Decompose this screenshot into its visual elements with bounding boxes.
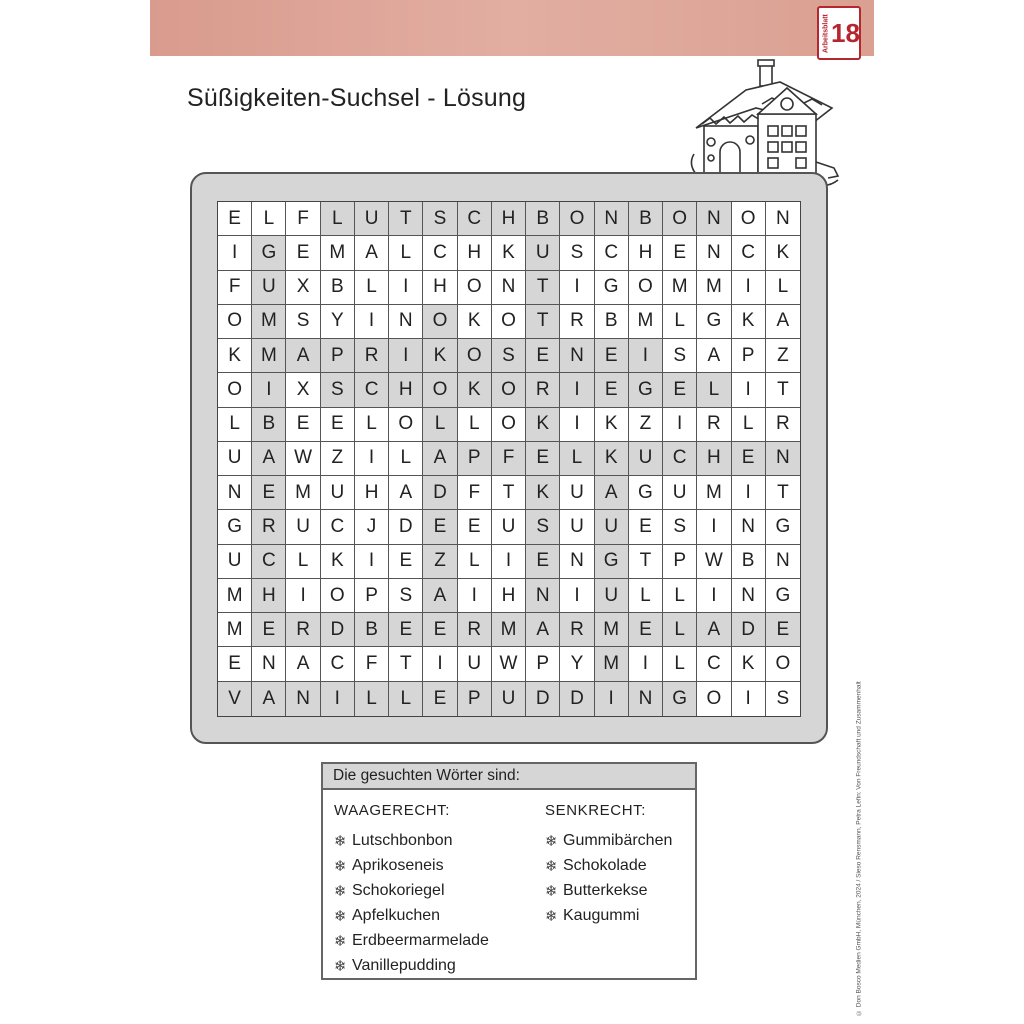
grid-cell: X bbox=[286, 373, 320, 407]
grid-cell: L bbox=[560, 442, 594, 476]
grid-cell: A bbox=[697, 613, 731, 647]
snowflake-icon: ❄ bbox=[545, 907, 558, 925]
grid-cell: U bbox=[252, 271, 286, 305]
grid-cell: Z bbox=[629, 408, 663, 442]
grid-cell: N bbox=[732, 579, 766, 613]
word-label: Kaugummi bbox=[563, 906, 640, 924]
grid-cell: S bbox=[492, 339, 526, 373]
word-label: Butterkekse bbox=[563, 881, 648, 899]
grid-cell: B bbox=[629, 202, 663, 236]
grid-cell: H bbox=[697, 442, 731, 476]
worksheet-badge bbox=[817, 6, 861, 60]
word-list-item bbox=[545, 828, 672, 853]
vertical-column bbox=[545, 802, 672, 928]
grid-cell: N bbox=[732, 510, 766, 544]
grid-cell: O bbox=[560, 202, 594, 236]
grid-cell: I bbox=[286, 579, 320, 613]
grid-cell: P bbox=[355, 579, 389, 613]
grid-cell: E bbox=[595, 339, 629, 373]
grid-cell: U bbox=[492, 682, 526, 716]
grid-cell: M bbox=[697, 271, 731, 305]
grid-cell: M bbox=[663, 271, 697, 305]
grid-cell: K bbox=[526, 408, 560, 442]
word-label: Gummibärchen bbox=[563, 831, 673, 849]
grid-cell: I bbox=[423, 647, 457, 681]
grid-cell: S bbox=[663, 510, 697, 544]
word-label: Erdbeermarmelade bbox=[352, 931, 489, 949]
grid-cell: A bbox=[595, 476, 629, 510]
snowflake-icon: ❄ bbox=[334, 832, 347, 850]
grid-cell: I bbox=[321, 682, 355, 716]
grid-cell: U bbox=[629, 442, 663, 476]
grid-cell: O bbox=[492, 305, 526, 339]
letter-grid bbox=[217, 201, 801, 717]
grid-cell: I bbox=[492, 545, 526, 579]
grid-cell: M bbox=[252, 339, 286, 373]
grid-cell: L bbox=[355, 271, 389, 305]
grid-cell: I bbox=[560, 373, 594, 407]
grid-cell: O bbox=[389, 408, 423, 442]
grid-cell: N bbox=[697, 236, 731, 270]
grid-cell: S bbox=[286, 305, 320, 339]
word-list-item bbox=[334, 853, 489, 878]
grid-cell: H bbox=[458, 236, 492, 270]
grid-cell: C bbox=[355, 373, 389, 407]
grid-cell: C bbox=[423, 236, 457, 270]
grid-cell: N bbox=[766, 202, 800, 236]
grid-cell: G bbox=[766, 579, 800, 613]
horizontal-column bbox=[334, 802, 489, 978]
grid-cell: L bbox=[766, 271, 800, 305]
grid-cell: I bbox=[732, 271, 766, 305]
grid-cell: I bbox=[252, 373, 286, 407]
grid-cell: C bbox=[252, 545, 286, 579]
grid-cell: G bbox=[629, 373, 663, 407]
grid-cell: A bbox=[697, 339, 731, 373]
grid-cell: C bbox=[458, 202, 492, 236]
word-label: Schokoriegel bbox=[352, 881, 445, 899]
grid-cell: P bbox=[663, 545, 697, 579]
grid-cell: G bbox=[595, 271, 629, 305]
grid-cell: M bbox=[697, 476, 731, 510]
grid-cell: E bbox=[663, 236, 697, 270]
grid-cell: I bbox=[629, 647, 663, 681]
grid-cell: N bbox=[526, 579, 560, 613]
grid-cell: K bbox=[458, 373, 492, 407]
grid-cell: A bbox=[423, 579, 457, 613]
grid-cell: F bbox=[458, 476, 492, 510]
grid-cell: X bbox=[286, 271, 320, 305]
grid-cell: G bbox=[697, 305, 731, 339]
grid-cell: M bbox=[218, 579, 252, 613]
grid-cell: P bbox=[732, 339, 766, 373]
grid-cell: L bbox=[355, 682, 389, 716]
grid-cell: E bbox=[595, 373, 629, 407]
grid-cell: M bbox=[218, 613, 252, 647]
grid-cell: U bbox=[663, 476, 697, 510]
snowflake-icon: ❄ bbox=[334, 932, 347, 950]
grid-cell: I bbox=[663, 408, 697, 442]
header-band bbox=[150, 0, 874, 56]
grid-cell: S bbox=[663, 339, 697, 373]
grid-cell: L bbox=[355, 408, 389, 442]
grid-cell: U bbox=[595, 510, 629, 544]
grid-cell: L bbox=[389, 682, 423, 716]
grid-cell: E bbox=[218, 647, 252, 681]
grid-cell: K bbox=[526, 476, 560, 510]
grid-cell: O bbox=[663, 202, 697, 236]
grid-cell: I bbox=[697, 579, 731, 613]
grid-cell: K bbox=[458, 305, 492, 339]
grid-cell: G bbox=[663, 682, 697, 716]
grid-cell: K bbox=[766, 236, 800, 270]
grid-cell: F bbox=[355, 647, 389, 681]
grid-cell: C bbox=[595, 236, 629, 270]
grid-cell: O bbox=[423, 305, 457, 339]
grid-cell: G bbox=[595, 545, 629, 579]
grid-cell: W bbox=[697, 545, 731, 579]
grid-cell: Z bbox=[423, 545, 457, 579]
grid-cell: M bbox=[629, 305, 663, 339]
grid-cell: U bbox=[321, 476, 355, 510]
grid-cell: K bbox=[218, 339, 252, 373]
grid-cell: E bbox=[629, 510, 663, 544]
grid-cell: U bbox=[218, 545, 252, 579]
grid-cell: U bbox=[526, 236, 560, 270]
page-title: Süßigkeiten-Suchsel - Lösung bbox=[187, 84, 527, 112]
grid-cell: G bbox=[766, 510, 800, 544]
grid-cell: A bbox=[526, 613, 560, 647]
grid-cell: A bbox=[389, 476, 423, 510]
grid-cell: R bbox=[252, 510, 286, 544]
snowflake-icon: ❄ bbox=[545, 882, 558, 900]
grid-cell: H bbox=[629, 236, 663, 270]
grid-cell: I bbox=[355, 545, 389, 579]
grid-cell: L bbox=[732, 408, 766, 442]
grid-cell: B bbox=[732, 545, 766, 579]
grid-cell: L bbox=[321, 202, 355, 236]
word-label: Apfelkuchen bbox=[352, 906, 441, 924]
grid-cell: I bbox=[732, 373, 766, 407]
grid-cell: A bbox=[423, 442, 457, 476]
grid-cell: U bbox=[355, 202, 389, 236]
grid-cell: H bbox=[492, 579, 526, 613]
grid-cell: R bbox=[697, 408, 731, 442]
grid-cell: U bbox=[560, 476, 594, 510]
grid-cell: L bbox=[423, 408, 457, 442]
grid-cell: O bbox=[766, 647, 800, 681]
grid-cell: T bbox=[526, 271, 560, 305]
snowflake-icon: ❄ bbox=[545, 832, 558, 850]
grid-cell: C bbox=[321, 510, 355, 544]
grid-cell: O bbox=[423, 373, 457, 407]
grid-cell: S bbox=[776, 687, 790, 709]
grid-cell: I bbox=[355, 442, 389, 476]
grid-cell: B bbox=[595, 305, 629, 339]
grid-cell: M bbox=[595, 613, 629, 647]
grid-cell: W bbox=[492, 647, 526, 681]
grid-cell: R bbox=[526, 373, 560, 407]
grid-cell: I bbox=[389, 271, 423, 305]
grid-cell: J bbox=[355, 510, 389, 544]
word-list-item bbox=[545, 903, 672, 928]
grid-cell: R bbox=[766, 408, 800, 442]
grid-cell: H bbox=[389, 373, 423, 407]
grid-cell: N bbox=[595, 202, 629, 236]
grid-cell: T bbox=[389, 202, 423, 236]
grid-cell: B bbox=[355, 613, 389, 647]
grid-cell: A bbox=[252, 442, 286, 476]
grid-cell: O bbox=[697, 682, 731, 716]
grid-cell: A bbox=[252, 682, 286, 716]
grid-cell: U bbox=[458, 647, 492, 681]
grid-cell: K bbox=[321, 545, 355, 579]
grid-cell: N bbox=[560, 339, 594, 373]
grid-cell: E bbox=[286, 408, 320, 442]
grid-cell: G bbox=[218, 510, 252, 544]
grid-cell: F bbox=[286, 202, 320, 236]
grid-cell: D bbox=[321, 613, 355, 647]
badge-label: Arbeitsblatt bbox=[822, 14, 830, 54]
grid-cell: M bbox=[321, 236, 355, 270]
grid-cell: M bbox=[286, 476, 320, 510]
grid-cell: L bbox=[458, 408, 492, 442]
grid-cell: U bbox=[595, 579, 629, 613]
word-label: Vanillepudding bbox=[352, 956, 456, 974]
grid-cell: G bbox=[629, 476, 663, 510]
grid-cell: N bbox=[697, 202, 731, 236]
word-list-item bbox=[334, 828, 489, 853]
grid-cell: T bbox=[629, 545, 663, 579]
grid-cell: B bbox=[252, 408, 286, 442]
grid-cell: T bbox=[526, 305, 560, 339]
grid-cell: M bbox=[492, 613, 526, 647]
snowflake-icon: ❄ bbox=[334, 857, 347, 875]
grid-cell: O bbox=[492, 373, 526, 407]
grid-cell: N bbox=[389, 305, 423, 339]
grid-cell: C bbox=[663, 442, 697, 476]
word-list-header: Die gesuchten Wörter sind: bbox=[323, 764, 695, 790]
grid-cell: B bbox=[526, 202, 560, 236]
grid-cell: A bbox=[286, 647, 320, 681]
grid-cell: I bbox=[458, 579, 492, 613]
grid-cell: E bbox=[423, 613, 457, 647]
grid-cell: E bbox=[218, 202, 252, 236]
grid-cell: P bbox=[458, 682, 492, 716]
grid-cell: E bbox=[526, 339, 560, 373]
grid-cell: E bbox=[321, 408, 355, 442]
grid-cell: I bbox=[389, 339, 423, 373]
grid-cell: N bbox=[252, 647, 286, 681]
grid-cell: E bbox=[252, 476, 286, 510]
grid-cell: O bbox=[458, 339, 492, 373]
grid-cell: K bbox=[732, 305, 766, 339]
snowflake-icon: ❄ bbox=[334, 907, 347, 925]
grid-cell: O bbox=[458, 271, 492, 305]
grid-cell: E bbox=[252, 613, 286, 647]
grid-cell: L bbox=[389, 236, 423, 270]
grid-cell: T bbox=[492, 476, 526, 510]
grid-cell: S bbox=[389, 579, 423, 613]
grid-cell: E bbox=[286, 236, 320, 270]
grid-cell: T bbox=[389, 647, 423, 681]
grid-cell: F bbox=[218, 271, 252, 305]
grid-cell: O bbox=[732, 202, 766, 236]
word-label: Schokolade bbox=[563, 856, 647, 874]
grid-cell: K bbox=[423, 339, 457, 373]
horizontal-title: WAAGERECHT: bbox=[334, 802, 451, 819]
grid-cell: N bbox=[286, 682, 320, 716]
grid-cell: K bbox=[595, 442, 629, 476]
grid-cell: O bbox=[321, 579, 355, 613]
grid-cell: K bbox=[492, 236, 526, 270]
grid-cell: E bbox=[526, 545, 560, 579]
grid-cell: H bbox=[423, 271, 457, 305]
grid-cell: I bbox=[560, 408, 594, 442]
grid-cell: C bbox=[321, 647, 355, 681]
grid-cell: O bbox=[218, 373, 252, 407]
grid-cell: W bbox=[286, 442, 320, 476]
grid-cell: I bbox=[218, 236, 252, 270]
grid-cell: N bbox=[218, 476, 252, 510]
word-label: Lutschbonbon bbox=[352, 831, 453, 849]
grid-cell: C bbox=[732, 236, 766, 270]
grid-cell: H bbox=[252, 579, 286, 613]
grid-cell: O bbox=[218, 305, 252, 339]
grid-cell: K bbox=[595, 408, 629, 442]
grid-cell: C bbox=[697, 647, 731, 681]
grid-cell: L bbox=[286, 545, 320, 579]
grid-cell: D bbox=[389, 510, 423, 544]
grid-cell: I bbox=[629, 339, 663, 373]
grid-cell: O bbox=[629, 271, 663, 305]
word-list-item bbox=[334, 903, 489, 928]
grid-cell: E bbox=[423, 682, 457, 716]
grid-cell: A bbox=[766, 305, 800, 339]
grid-cell: N bbox=[492, 271, 526, 305]
word-list-item bbox=[334, 928, 489, 953]
copyright-note: © Don Bosco Medien GmbH, München, 2024 / Sieso Rensmann, Petra Lefin: Von Freundschaft und Zusammenhalt bbox=[855, 681, 863, 1016]
grid-cell: S bbox=[423, 202, 457, 236]
grid-cell: A bbox=[355, 236, 389, 270]
word-label: Aprikoseneis bbox=[352, 856, 444, 874]
grid-cell: S bbox=[560, 236, 594, 270]
grid-cell: L bbox=[663, 647, 697, 681]
grid-cell: G bbox=[252, 236, 286, 270]
grid-cell: L bbox=[458, 545, 492, 579]
grid-cell: H bbox=[355, 476, 389, 510]
grid-cell: L bbox=[663, 305, 697, 339]
word-list-item bbox=[334, 878, 489, 903]
vertical-title: SENKRECHT: bbox=[545, 802, 647, 819]
grid-cell: E bbox=[663, 373, 697, 407]
grid-cell: R bbox=[560, 613, 594, 647]
grid-cell: B bbox=[321, 271, 355, 305]
grid-cell: K bbox=[732, 647, 766, 681]
snowflake-icon: ❄ bbox=[334, 957, 347, 975]
grid-cell: E bbox=[389, 545, 423, 579]
grid-cell: R bbox=[458, 613, 492, 647]
grid-cell: T bbox=[766, 476, 800, 510]
grid-cell: S bbox=[526, 510, 560, 544]
grid-cell: N bbox=[766, 442, 800, 476]
grid-cell: Z bbox=[321, 442, 355, 476]
grid-cell: U bbox=[492, 510, 526, 544]
grid-cell: O bbox=[492, 408, 526, 442]
grid-cell: F bbox=[492, 442, 526, 476]
snowflake-icon: ❄ bbox=[545, 857, 558, 875]
grid-cell: L bbox=[629, 579, 663, 613]
grid-cell: E bbox=[766, 613, 800, 647]
grid-cell: E bbox=[629, 613, 663, 647]
grid-cell: E bbox=[526, 442, 560, 476]
grid-cell: U bbox=[560, 510, 594, 544]
grid-cell: I bbox=[355, 305, 389, 339]
grid-cell: Y bbox=[321, 305, 355, 339]
grid-cell: P bbox=[526, 647, 560, 681]
grid-cell: D bbox=[560, 682, 594, 716]
grid-cell: T bbox=[766, 373, 800, 407]
grid-cell: E bbox=[458, 510, 492, 544]
word-list-item bbox=[334, 953, 489, 978]
grid-cell: N bbox=[560, 545, 594, 579]
grid-cell: U bbox=[218, 442, 252, 476]
grid-cell: L bbox=[697, 373, 731, 407]
grid-cell: A bbox=[286, 339, 320, 373]
word-list-item bbox=[545, 878, 672, 903]
grid-cell: M bbox=[252, 305, 286, 339]
snowflake-icon: ❄ bbox=[334, 882, 347, 900]
grid-cell: U bbox=[286, 510, 320, 544]
grid-cell: I bbox=[732, 476, 766, 510]
grid-cell: I bbox=[560, 579, 594, 613]
grid-cell: E bbox=[389, 613, 423, 647]
grid-cell: V bbox=[218, 682, 252, 716]
grid-cell: D bbox=[526, 682, 560, 716]
grid-cell: I bbox=[595, 682, 629, 716]
badge-number: 18 bbox=[831, 18, 860, 48]
grid-cell: E bbox=[423, 510, 457, 544]
grid-cell: M bbox=[595, 647, 629, 681]
grid-cell: L bbox=[252, 202, 286, 236]
word-list-item bbox=[545, 853, 672, 878]
grid-cell: H bbox=[492, 202, 526, 236]
grid-cell: R bbox=[560, 305, 594, 339]
grid-cell: R bbox=[355, 339, 389, 373]
grid-cell: I bbox=[560, 271, 594, 305]
grid-cell: P bbox=[458, 442, 492, 476]
grid-cell: P bbox=[321, 339, 355, 373]
word-list-box bbox=[321, 762, 697, 980]
grid-cell: L bbox=[663, 613, 697, 647]
grid-cell: Z bbox=[766, 339, 800, 373]
grid-cell: D bbox=[423, 476, 457, 510]
grid-cell: Y bbox=[560, 647, 594, 681]
grid-cell: E bbox=[732, 442, 766, 476]
grid-cell: L bbox=[389, 442, 423, 476]
grid-cell: S bbox=[321, 373, 355, 407]
grid-cell: D bbox=[732, 613, 766, 647]
grid-cell: N bbox=[629, 682, 663, 716]
grid-cell: I bbox=[697, 510, 731, 544]
grid-cell: I bbox=[732, 682, 766, 716]
grid-cell: L bbox=[218, 408, 252, 442]
grid-cell: N bbox=[766, 545, 800, 579]
grid-cell: R bbox=[286, 613, 320, 647]
grid-cell: L bbox=[663, 579, 697, 613]
